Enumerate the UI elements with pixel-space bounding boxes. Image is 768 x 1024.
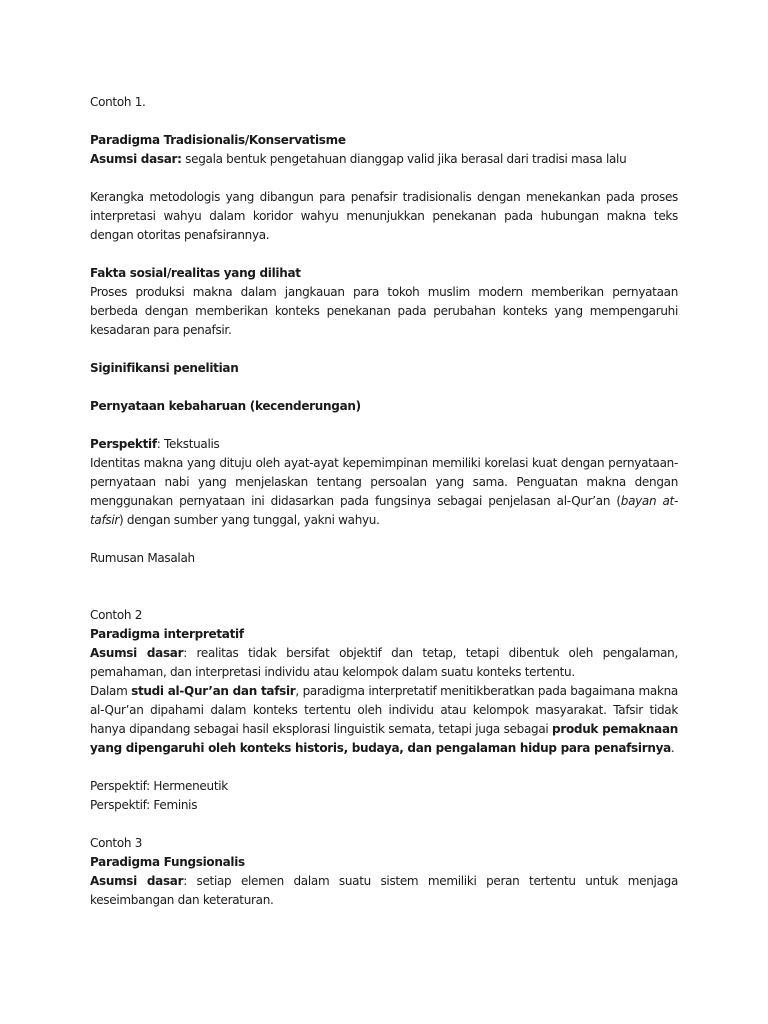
example-2-heading: Contoh 2: [90, 608, 143, 622]
framework-paragraph: Kerangka metodologis yang dibangun para penafsir tradisionalis dengan menekankan pada proses interpretasi wahyu dalam koridor wahyu menunjukkan penekanan pada hubungan makna teks dengan otoritas penafsirannya.: [90, 190, 678, 242]
significance-heading: Siginifikansi penelitian: [90, 361, 239, 375]
perspective-hermeneutic: Perspektif: Hermeneutik: [90, 779, 228, 793]
assumption-1: Asumsi dasar: segala bentuk pengetahuan dianggap valid jika berasal dari tradisi masa lalu: [90, 152, 627, 166]
assumption-label: Asumsi dasar: [90, 646, 184, 660]
perspective-1: Perspektif: Tekstualis: [90, 437, 220, 451]
problem-formulation: Rumusan Masalah: [90, 551, 195, 565]
social-fact-paragraph: Proses produksi makna dalam jangkauan para tokoh muslim modern memberikan pernyataan berbeda dengan memberikan konteks penekanan pada perubahan konteks yang mempengaruhi kesadaran para penafsir.: [90, 285, 678, 337]
example-3-heading: Contoh 3: [90, 836, 143, 850]
paradigm-2-title: Paradigma interpretatif: [90, 627, 244, 641]
perspective-feminist: Perspektif: Feminis: [90, 798, 198, 812]
identity-paragraph: Identitas makna yang dituju oleh ayat-ayat kepemimpinan memiliki korelasi kuat dengan pernyataan-pernyataan nabi yang menjelaskan tentang persoalan yang sama. Penguatan makna dengan menggunakan pernyataan ini didasarkan pada fungsinya sebagai penjelasan al-Qur’an (bayan at-tafsir) dengan sumber yang tunggal, yakni wahyu.: [90, 456, 678, 527]
assumption-label: Asumsi dasar: [90, 874, 184, 888]
paradigm-1-title: Paradigma Tradisionalis/Konservatisme: [90, 133, 346, 147]
paradigm-3-title: Paradigma Fungsionalis: [90, 855, 245, 869]
document-page: [90, 93, 678, 910]
interpretive-paragraph: Dalam studi al-Qur’an dan tafsir, paradigma interpretatif menitikberatkan pada bagaimana makna al-Qur’an dipahami dalam konteks tertentu oleh individu atau kelompok masyarakat. Tafsir tidak hanya dipandang sebagai hasil eksplorasi linguistik semata, tetapi juga sebagai produk pemaknaan yang dipengaruhi oleh konteks historis, budaya, dan pengalaman hidup para penafsirnya.: [90, 684, 678, 755]
perspective-label: Perspektif: [90, 437, 157, 451]
novelty-heading: Pernyataan kebaharuan (kecenderungan): [90, 399, 361, 413]
example-1-heading: Contoh 1.: [90, 95, 146, 109]
social-fact-heading: Fakta sosial/realitas yang dilihat: [90, 266, 301, 280]
assumption-2: Asumsi dasar: realitas tidak bersifat objektif dan tetap, tetapi dibentuk oleh pengalaman, pemahaman, dan interpretasi individu atau kelompok dalam suatu konteks tertentu.: [90, 646, 678, 679]
assumption-3: Asumsi dasar: setiap elemen dalam suatu sistem memiliki peran tertentu untuk menjaga keseimbangan dan keteraturan.: [90, 874, 678, 907]
assumption-label: Asumsi dasar:: [90, 152, 182, 166]
